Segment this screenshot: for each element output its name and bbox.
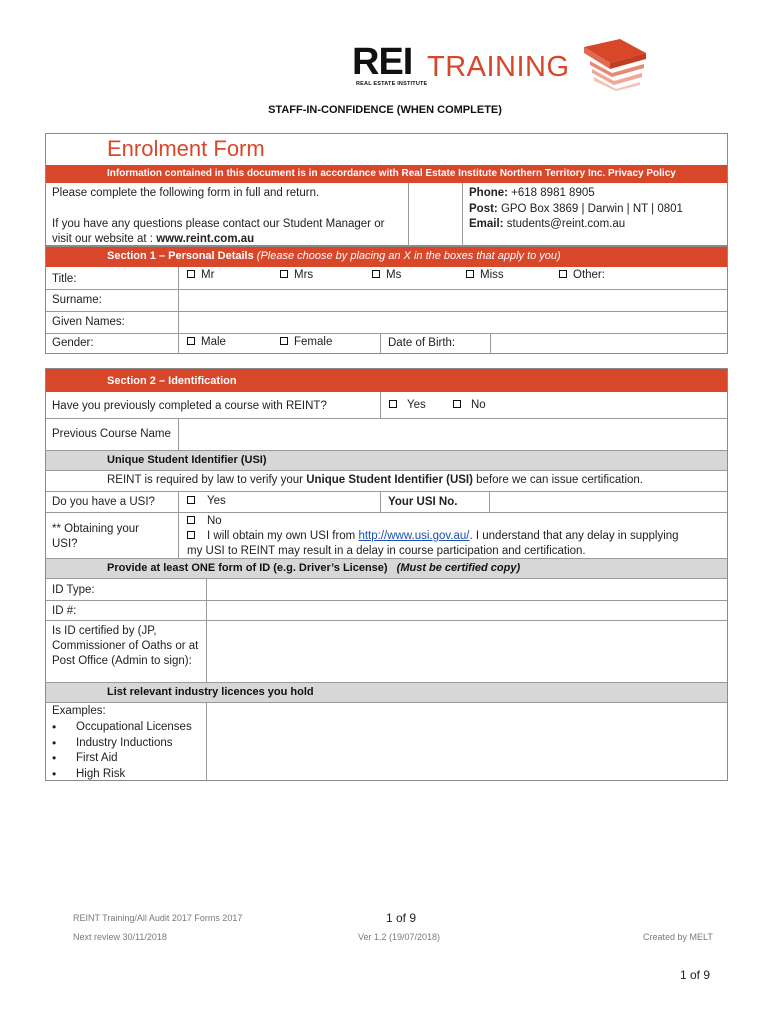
page-number-bottom: 1 of 9 — [680, 968, 711, 982]
checkbox-icon[interactable] — [389, 400, 397, 408]
option-label: Mr — [201, 269, 215, 281]
previous-course-question: Have you previously completed a course with REINT? — [52, 400, 327, 412]
obtaining-text-c: my USI to REINT may result in a delay in course participation and certification. — [187, 545, 586, 557]
privacy-note: Information contained in this document is in accordance with Real Estate Institute Northern Territory Inc. Privacy Policy — [107, 168, 676, 179]
option-label: Yes — [407, 399, 426, 411]
website-link[interactable]: www.reint.com.au — [156, 233, 255, 245]
confidentiality-notice: STAFF-IN-CONFIDENCE (WHEN COMPLETE) — [268, 104, 502, 116]
contact-details — [469, 186, 683, 233]
list-item: • Industry Inductions — [46, 736, 192, 752]
list-item: • Occupational Licenses — [46, 720, 192, 736]
usi-number-field[interactable] — [490, 492, 728, 512]
section-1-personal-details — [45, 246, 728, 354]
logo-tagline: REAL ESTATE INSTITUTE — [356, 81, 428, 87]
checkbox-icon[interactable] — [466, 270, 474, 278]
section-2-heading-bar — [46, 369, 727, 392]
title-option-miss[interactable] — [466, 269, 504, 281]
licences-field[interactable] — [206, 703, 728, 781]
gender-row — [46, 334, 727, 354]
licences-row — [46, 703, 727, 781]
gender-option-female[interactable] — [280, 336, 332, 348]
surname-label: Surname: — [52, 294, 102, 306]
instructions-line-2: If you have any questions please contact our Student Manager or — [52, 217, 385, 230]
section-2-heading: Section 2 – Identification — [107, 375, 237, 387]
id-certified-label: Is ID certified by (JP, Commissioner of Oaths or at Post Office (Admin to sign): — [52, 625, 199, 667]
checkbox-icon[interactable] — [453, 400, 461, 408]
id-heading-bar — [46, 559, 727, 579]
page-title: Enrolment Form — [107, 136, 265, 161]
given-names-row — [46, 312, 727, 334]
usi-law-row — [46, 471, 727, 492]
created-by: Created by MELT — [643, 932, 713, 942]
title-label: Title: — [52, 273, 77, 285]
contact-row — [46, 183, 727, 246]
your-usi-label: Your USI No. — [388, 496, 458, 508]
list-item: • First Aid — [46, 751, 192, 767]
title-option-mrs[interactable] — [280, 269, 313, 281]
version: Ver 1.2 (19/07/2018) — [358, 932, 441, 942]
title-row — [46, 134, 727, 165]
option-label: Mrs — [294, 269, 314, 281]
title-option-other[interactable] — [559, 269, 605, 281]
licences-heading-bar — [46, 683, 727, 703]
obtaining-text-b: . I understand that any delay in supplying — [469, 530, 679, 542]
previous-course-name-field[interactable] — [178, 419, 728, 450]
checkbox-icon[interactable] — [187, 516, 195, 524]
usi-law-text — [107, 474, 643, 486]
id-number-field[interactable] — [206, 601, 728, 620]
id-type-label: ID Type: — [52, 584, 95, 596]
gender-option-male[interactable] — [187, 336, 226, 348]
section-1-heading: Section 1 – Personal Details — [107, 250, 254, 262]
obtaining-usi-options — [187, 514, 679, 559]
checkbox-icon[interactable] — [280, 270, 288, 278]
email-value[interactable]: students@reint.com.au — [503, 218, 626, 230]
checkbox-icon[interactable] — [372, 270, 380, 278]
id-certified-row — [46, 621, 727, 683]
id-heading-text — [107, 562, 520, 574]
section-2-identification — [45, 368, 728, 781]
option-label: Miss — [480, 269, 504, 281]
have-usi-label: Do you have a USI? — [52, 496, 155, 508]
checkbox-icon[interactable] — [187, 531, 195, 539]
option-label: No — [207, 515, 222, 527]
usi-law-b: Unique Student Identifier (USI) — [306, 474, 473, 486]
dob-field[interactable] — [490, 334, 728, 354]
licences-heading: List relevant industry licences you hold — [107, 686, 314, 698]
checkbox-icon[interactable] — [559, 270, 567, 278]
id-heading: Provide at least ONE form of ID (e.g. Driver’s License) — [107, 562, 388, 574]
option-label: Male — [201, 336, 226, 348]
logo-brand: REI — [352, 41, 413, 83]
id-type-row — [46, 579, 727, 601]
option-label: Ms — [386, 269, 402, 281]
id-heading-note: (Must be certified copy) — [396, 562, 521, 574]
section-1-heading-text — [107, 250, 561, 262]
title-row — [46, 267, 727, 290]
obtaining-self-option[interactable] — [187, 529, 679, 544]
have-usi-yes[interactable] — [187, 495, 226, 507]
website-prefix: visit our website at : — [52, 233, 157, 245]
usi-website-link[interactable]: http://www.usi.gov.au/ — [358, 530, 470, 542]
page-number-center: 1 of 9 — [386, 911, 417, 925]
enrolment-header — [45, 133, 728, 246]
option-label: Female — [294, 336, 333, 348]
id-number-row — [46, 601, 727, 621]
checkbox-icon[interactable] — [187, 270, 195, 278]
post-value: GPO Box 3869 | Darwin | NT | 0801 — [497, 202, 683, 215]
id-number-label: ID #: — [52, 605, 77, 617]
previous-course-name-label: Previous Course Name — [52, 428, 171, 440]
examples-list — [46, 720, 192, 782]
obtaining-usi-label: ** Obtaining your USI? — [52, 523, 139, 550]
surname-field[interactable] — [178, 290, 728, 311]
rei-training-logo — [352, 43, 652, 95]
gender-label: Gender: — [52, 337, 94, 349]
instructions — [52, 186, 384, 248]
document-reference: REINT Training/All Audit 2017 Forms 2017 — [73, 913, 243, 923]
option-label: No — [471, 399, 486, 411]
privacy-bar — [46, 165, 727, 183]
usi-heading-bar — [46, 451, 727, 471]
list-item: • High Risk — [46, 767, 192, 783]
previous-course-row — [46, 392, 727, 419]
id-certified-field[interactable] — [206, 621, 728, 682]
previous-course-yes[interactable] — [389, 399, 426, 411]
next-review: Next review 30/11/2018 — [73, 932, 167, 942]
phone-value: +618 8981 8905 — [507, 187, 595, 199]
email-label: Email: — [469, 218, 504, 230]
contact-divider — [408, 183, 463, 246]
examples-label: Examples: — [52, 705, 106, 717]
section-1-note: (Please choose by placing an X in the boxes that apply to you) — [256, 250, 561, 262]
previous-course-no[interactable] — [453, 399, 486, 411]
previous-course-name-row — [46, 419, 727, 451]
checkbox-icon[interactable] — [187, 337, 195, 345]
instructions-line-1: Please complete the following form in full and return. — [52, 187, 320, 199]
logo-product: TRAINING — [427, 51, 570, 83]
usi-heading: Unique Student Identifier (USI) — [107, 454, 267, 466]
dob-label: Date of Birth: — [388, 337, 456, 349]
obtaining-usi-row — [46, 513, 727, 559]
title-option-mr[interactable] — [187, 269, 214, 281]
surname-row — [46, 290, 727, 312]
checkbox-icon[interactable] — [280, 337, 288, 345]
phone-label: Phone: — [469, 187, 508, 199]
post-label: Post: — [469, 202, 498, 215]
option-label: Other: — [573, 269, 605, 281]
option-label: Yes — [207, 495, 226, 507]
checkbox-icon[interactable] — [187, 496, 195, 504]
obtaining-text-a: I will obtain my own USI from — [207, 530, 359, 542]
given-names-field[interactable] — [178, 312, 728, 333]
licences-examples — [52, 704, 106, 720]
usi-law-c: before we can issue certification. — [472, 474, 643, 486]
section-1-heading-bar — [46, 247, 727, 267]
given-names-label: Given Names: — [52, 316, 125, 328]
obtaining-no-option[interactable] — [187, 514, 679, 529]
title-option-ms[interactable] — [372, 269, 401, 281]
usi-law-a: REINT is required by law to verify your — [107, 474, 307, 486]
id-type-field[interactable] — [206, 579, 728, 600]
have-usi-row — [46, 492, 727, 513]
logo-stacked-roof-icon — [578, 39, 648, 91]
